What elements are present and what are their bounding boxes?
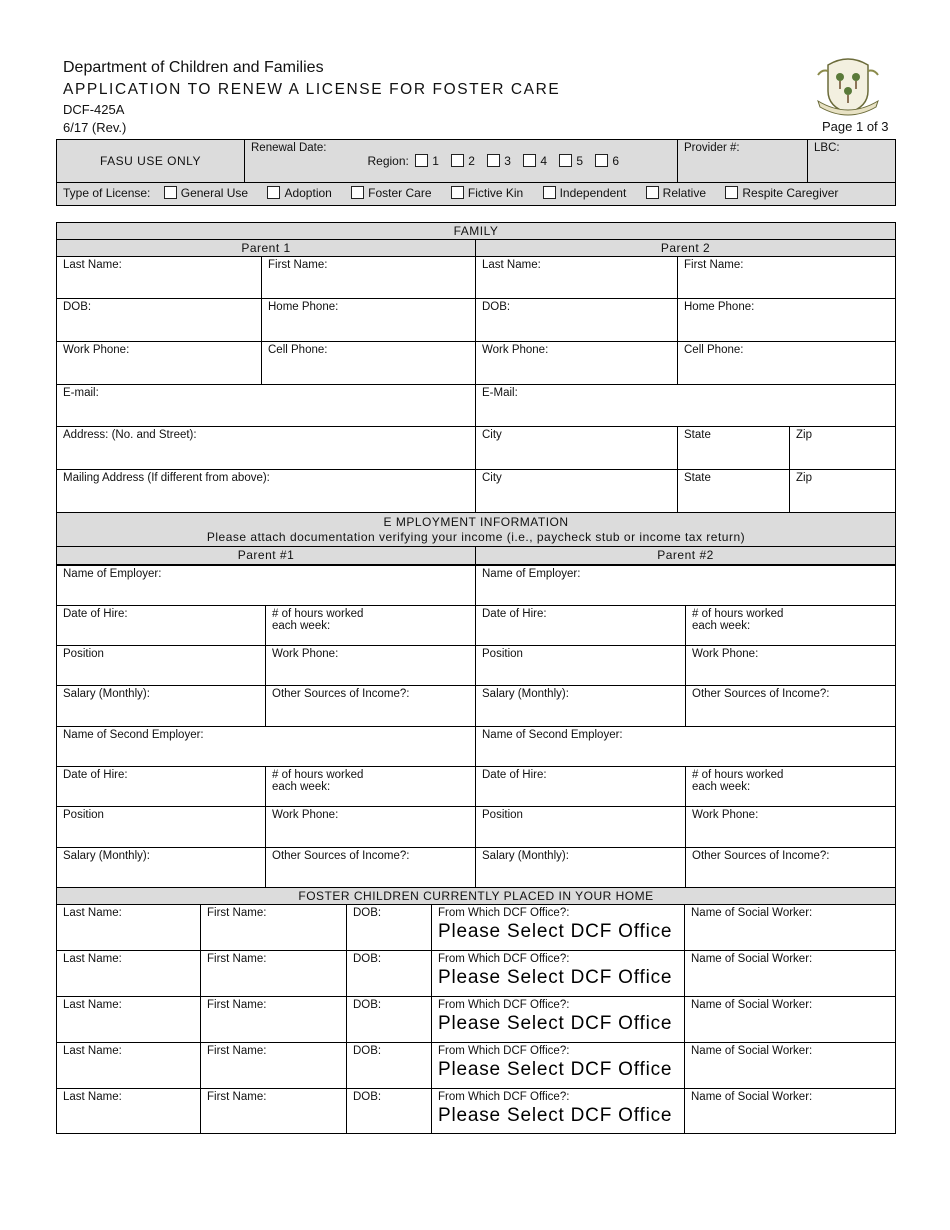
- region-6-checkbox[interactable]: [595, 154, 608, 167]
- respite-caregiver-checkbox[interactable]: [725, 186, 738, 199]
- parent2-cell-phone-field[interactable]: Cell Phone:: [678, 342, 896, 385]
- lbc-label: LBC:: [814, 142, 840, 154]
- p2-second-hours-label-2: each week:: [692, 781, 751, 793]
- child3-office-label: From Which DCF Office?:: [438, 999, 570, 1011]
- p2-work-phone-field[interactable]: Work Phone:: [686, 646, 896, 686]
- mailing-address-field[interactable]: Mailing Address (If different from above):: [57, 470, 476, 513]
- child2-office-label: From Which DCF Office?:: [438, 953, 570, 965]
- office-use-table: [56, 139, 896, 206]
- parent1-email-field[interactable]: E-mail:: [57, 385, 476, 427]
- p1-position-field[interactable]: Position: [57, 646, 266, 686]
- child3-last-name-field[interactable]: Last Name:: [57, 997, 201, 1043]
- parent1-header: Parent 1: [57, 240, 476, 257]
- parent2-first-name-field[interactable]: First Name:: [678, 257, 896, 299]
- p1-work-phone-field[interactable]: Work Phone:: [266, 646, 476, 686]
- region-3-checkbox[interactable]: [487, 154, 500, 167]
- foster-care-checkbox[interactable]: [351, 186, 364, 199]
- independent-label: Independent: [559, 186, 627, 200]
- region-4-label: 4: [540, 154, 547, 168]
- region-5-label: 5: [576, 154, 584, 168]
- region-4-checkbox[interactable]: [523, 154, 536, 167]
- child4-first-name-field[interactable]: First Name:: [201, 1043, 347, 1089]
- children-section-title: FOSTER CHILDREN CURRENTLY PLACED IN YOUR HOME: [57, 888, 896, 905]
- address-zip-field[interactable]: Zip: [790, 427, 896, 470]
- adoption-label: Adoption: [284, 186, 332, 200]
- family-section-title: FAMILY: [57, 223, 896, 240]
- renewal-date-field[interactable]: [245, 140, 362, 183]
- p1-second-work-phone-field[interactable]: Work Phone:: [266, 807, 476, 848]
- mailing-zip-field[interactable]: Zip: [790, 470, 896, 513]
- child1-first-name-field[interactable]: First Name:: [201, 905, 347, 951]
- child2-dob-field[interactable]: DOB:: [347, 951, 432, 997]
- child4-social-worker-field[interactable]: Name of Social Worker:: [685, 1043, 896, 1089]
- p1-second-other-income-field[interactable]: Other Sources of Income?:: [266, 848, 476, 888]
- region-5-checkbox[interactable]: [559, 154, 572, 167]
- child1-office-label: From Which DCF Office?:: [438, 907, 570, 919]
- child1-last-name-field[interactable]: Last Name:: [57, 905, 201, 951]
- family-table: [56, 222, 896, 565]
- p1-second-hours-label-2: each week:: [272, 781, 331, 793]
- child4-dob-field[interactable]: DOB:: [347, 1043, 432, 1089]
- child3-dob-field[interactable]: DOB:: [347, 997, 432, 1043]
- lbc-field[interactable]: [808, 140, 896, 183]
- fictive-kin-label: Fictive Kin: [467, 186, 524, 200]
- p2-employer-field[interactable]: Name of Employer:: [476, 566, 896, 606]
- p1-other-income-field[interactable]: Other Sources of Income?:: [266, 686, 476, 727]
- license-type-row: [57, 183, 896, 206]
- relative-checkbox[interactable]: [646, 186, 659, 199]
- parent1-dob-field[interactable]: DOB:: [57, 299, 262, 342]
- p2-date-of-hire-field[interactable]: Date of Hire:: [476, 606, 686, 646]
- fictive-kin-checkbox[interactable]: [451, 186, 464, 199]
- p1-salary-field[interactable]: Salary (Monthly):: [57, 686, 266, 727]
- child4-office-field: [432, 1043, 685, 1089]
- state-seal-icon: [814, 55, 882, 124]
- foster-care-label: Foster Care: [368, 186, 432, 200]
- region-3-label: 3: [504, 154, 511, 168]
- p2-salary-field[interactable]: Salary (Monthly):: [476, 686, 686, 727]
- child3-office-field: [432, 997, 685, 1043]
- relative-label: Relative: [662, 186, 707, 200]
- child2-office-field: [432, 951, 685, 997]
- p2-second-work-phone-field[interactable]: Work Phone:: [686, 807, 896, 848]
- child2-first-name-field[interactable]: First Name:: [201, 951, 347, 997]
- general-use-label: General Use: [180, 186, 249, 200]
- child5-social-worker-field[interactable]: Name of Social Worker:: [685, 1089, 896, 1134]
- p2-second-position-field[interactable]: Position: [476, 807, 686, 848]
- p1-date-of-hire-field[interactable]: Date of Hire:: [57, 606, 266, 646]
- parent1-cell-phone-field[interactable]: Cell Phone:: [262, 342, 476, 385]
- p1-second-employer-field[interactable]: Name of Second Employer:: [57, 727, 476, 767]
- child1-social-worker-field[interactable]: Name of Social Worker:: [685, 905, 896, 951]
- mailing-state-field[interactable]: State: [678, 470, 790, 513]
- parent2-work-phone-field[interactable]: Work Phone:: [476, 342, 678, 385]
- child2-office-select[interactable]: Please Select DCF Office: [438, 967, 673, 988]
- p1-second-date-of-hire-field[interactable]: Date of Hire:: [57, 767, 266, 807]
- parent1-work-phone-field[interactable]: Work Phone:: [57, 342, 262, 385]
- child5-office-select[interactable]: Please Select DCF Office: [438, 1105, 673, 1126]
- child5-office-label: From Which DCF Office?:: [438, 1091, 570, 1103]
- p1-second-hours-field[interactable]: [266, 767, 476, 807]
- address-state-field[interactable]: State: [678, 427, 790, 470]
- p2-second-employer-field[interactable]: Name of Second Employer:: [476, 727, 896, 767]
- parent1-first-name-field[interactable]: First Name:: [262, 257, 476, 299]
- child1-office-select[interactable]: Please Select DCF Office: [438, 921, 673, 942]
- parent2-header: Parent 2: [476, 240, 896, 257]
- employment-subtitle: Please attach documentation verifying your income (i.e., paycheck stub or income tax return): [206, 530, 746, 544]
- p2-hours-label-1: # of hours worked: [692, 608, 784, 620]
- region-6-label: 6: [612, 154, 620, 168]
- child4-last-name-field[interactable]: Last Name:: [57, 1043, 201, 1089]
- fasu-use-only: FASU USE ONLY: [57, 140, 245, 183]
- child2-last-name-field[interactable]: Last Name:: [57, 951, 201, 997]
- child3-social-worker-field[interactable]: Name of Social Worker:: [685, 997, 896, 1043]
- p1-hours-field[interactable]: [266, 606, 476, 646]
- employment-parent1-header: Parent #1: [57, 547, 476, 565]
- p2-second-other-income-field[interactable]: Other Sources of Income?:: [686, 848, 896, 888]
- region-1-checkbox[interactable]: [415, 154, 428, 167]
- employment-section-title: E MPLOYMENT INFORMATION: [383, 515, 569, 529]
- child4-office-select[interactable]: Please Select DCF Office: [438, 1059, 673, 1080]
- region-2-label: 2: [468, 154, 475, 168]
- parent2-home-phone-field[interactable]: Home Phone:: [678, 299, 896, 342]
- provider-number-field[interactable]: [678, 140, 808, 183]
- foster-children-table: [56, 887, 896, 1134]
- mailing-city-field[interactable]: City: [476, 470, 678, 513]
- child3-office-select[interactable]: Please Select DCF Office: [438, 1013, 673, 1034]
- general-use-checkbox[interactable]: [164, 186, 177, 199]
- p2-second-hours-label-1: # of hours worked: [692, 769, 784, 781]
- p1-hours-label-2: each week:: [272, 620, 331, 632]
- employment-parent2-header: Parent #2: [476, 547, 896, 565]
- address-field[interactable]: Address: (No. and Street):: [57, 427, 476, 470]
- renewal-date-label: Renewal Date:: [251, 142, 327, 154]
- p1-second-hours-label-1: # of hours worked: [272, 769, 364, 781]
- address-city-field[interactable]: City: [476, 427, 678, 470]
- respite-caregiver-label: Respite Caregiver: [742, 186, 839, 200]
- child4-office-label: From Which DCF Office?:: [438, 1045, 570, 1057]
- region-2-checkbox[interactable]: [451, 154, 464, 167]
- child5-last-name-field[interactable]: Last Name:: [57, 1089, 201, 1134]
- p2-second-salary-field[interactable]: Salary (Monthly):: [476, 848, 686, 888]
- region-1-label: 1: [432, 154, 439, 168]
- p2-hours-field[interactable]: [686, 606, 896, 646]
- p2-hours-label-2: each week:: [692, 620, 751, 632]
- region-field: [362, 140, 678, 183]
- child5-office-field: [432, 1089, 685, 1134]
- parent2-dob-field[interactable]: DOB:: [476, 299, 678, 342]
- department-name: Department of Children and Families: [63, 59, 324, 76]
- parent2-email-field[interactable]: E-Mail:: [476, 385, 896, 427]
- provider-label: Provider #:: [684, 142, 740, 154]
- child5-first-name-field[interactable]: First Name:: [201, 1089, 347, 1134]
- employment-section-header: [57, 513, 896, 547]
- p1-second-salary-field[interactable]: Salary (Monthly):: [57, 848, 266, 888]
- parent1-home-phone-field[interactable]: Home Phone:: [262, 299, 476, 342]
- p2-other-income-field[interactable]: Other Sources of Income?:: [686, 686, 896, 727]
- parent2-last-name-field[interactable]: Last Name:: [476, 257, 678, 299]
- p2-second-hours-field[interactable]: [686, 767, 896, 807]
- parent1-last-name-field[interactable]: Last Name:: [57, 257, 262, 299]
- child1-dob-field[interactable]: DOB:: [347, 905, 432, 951]
- license-type-label: Type of License:: [63, 186, 151, 200]
- adoption-checkbox[interactable]: [267, 186, 280, 199]
- employment-table: [56, 565, 896, 888]
- p1-employer-field[interactable]: Name of Employer:: [57, 566, 476, 606]
- form-number: DCF-425A: [63, 102, 125, 117]
- child3-first-name-field[interactable]: First Name:: [201, 997, 347, 1043]
- p2-position-field[interactable]: Position: [476, 646, 686, 686]
- form-title: APPLICATION TO RENEW A LICENSE FOR FOSTER CARE: [63, 81, 561, 98]
- p1-second-position-field[interactable]: Position: [57, 807, 266, 848]
- p1-hours-label-1: # of hours worked: [272, 608, 364, 620]
- child5-dob-field[interactable]: DOB:: [347, 1089, 432, 1134]
- child2-social-worker-field[interactable]: Name of Social Worker:: [685, 951, 896, 997]
- form-revision: 6/17 (Rev.): [63, 120, 127, 135]
- p2-second-date-of-hire-field[interactable]: Date of Hire:: [476, 767, 686, 807]
- independent-checkbox[interactable]: [543, 186, 556, 199]
- region-label: Region:: [367, 154, 409, 168]
- child1-office-field: [432, 905, 685, 951]
- page-number: Page 1 of 3: [822, 119, 889, 134]
